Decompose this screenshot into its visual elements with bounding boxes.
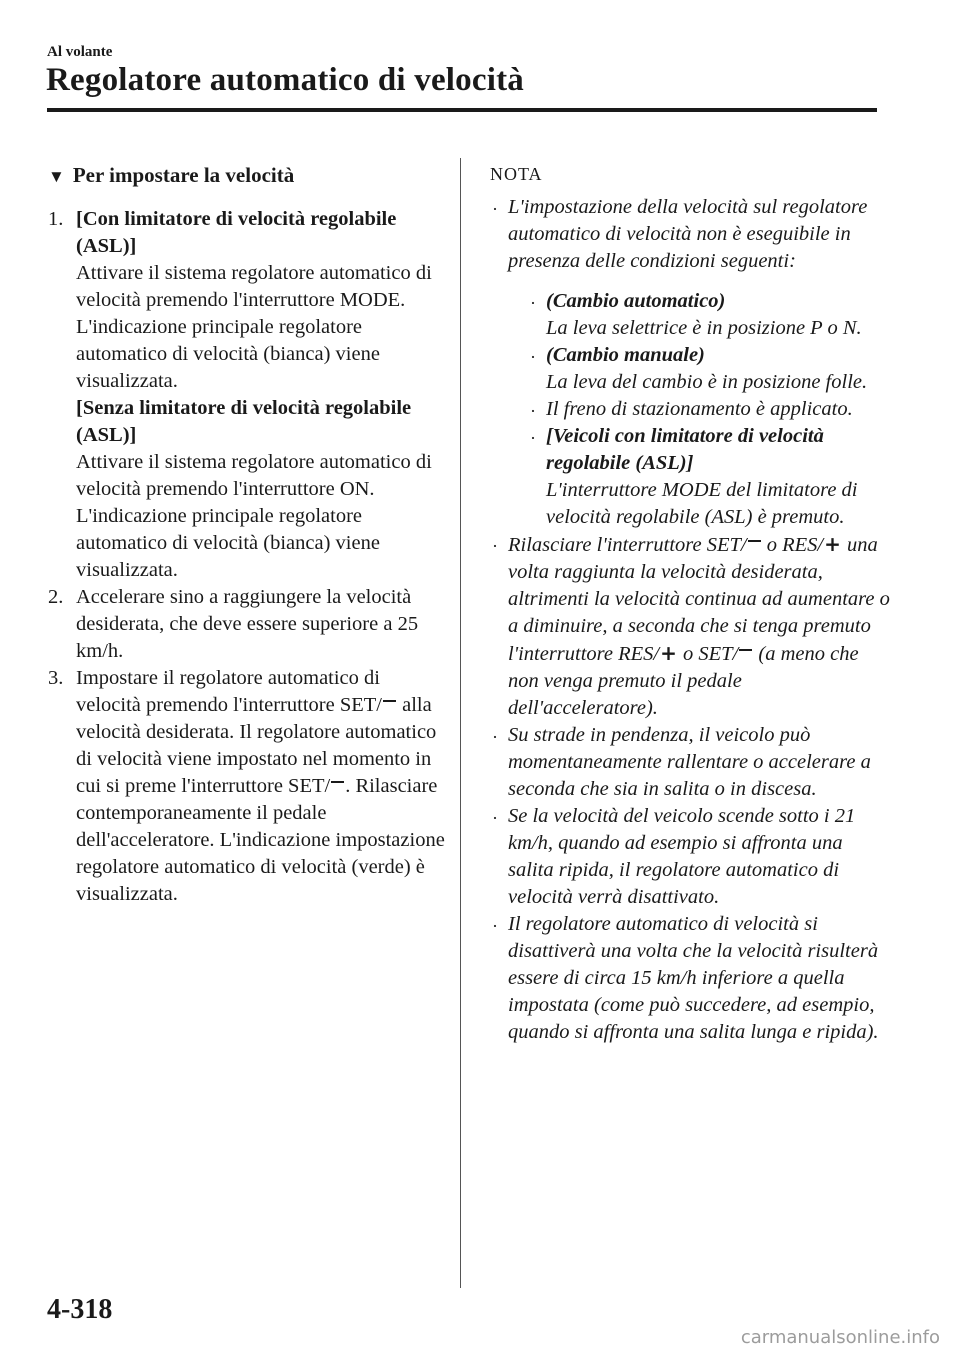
note-sub-text: Il freno di stazionamento è applicato. (546, 398, 853, 420)
bullet-icon: · (530, 428, 536, 448)
note-item-text: o SET/ (677, 643, 739, 665)
note-sub-title: [Veicoli con limitatore di velocità regolabile (ASL)] (546, 425, 824, 474)
note-item (490, 803, 890, 911)
minus-icon (739, 649, 752, 651)
title-rule (47, 108, 877, 112)
step-number: 2. (48, 586, 64, 608)
plus-icon: + (824, 532, 841, 556)
page-number: 4-318 (47, 1294, 113, 1325)
plus-icon: + (660, 641, 677, 665)
section-heading (48, 160, 448, 192)
step-number: 3. (48, 667, 64, 689)
step-1-text-a: Attivare il sistema regolatore automatico di velocità premendo l'interruttore MODE. L'indicazione principale regolatore automatico di velocità (bianca) viene visualizzata. (76, 262, 432, 392)
minus-icon (383, 700, 396, 702)
step-3-text-part: alla velocità desiderata. Il regolatore automatico di velocità viene impostato nel momento in cui si preme l'interruttore SET/ (76, 694, 437, 797)
note-item (490, 911, 890, 1046)
note-item (490, 194, 890, 531)
bullet-icon: · (492, 916, 498, 936)
step-3 (48, 665, 448, 908)
note-sub-item (508, 342, 890, 396)
step-1-text-b: Attivare il sistema regolatore automatico di velocità premendo l'interruttore ON. L'indicazione principale regolatore automatico di velocità (bianca) viene visualizzata. (76, 451, 432, 581)
note-item-text: Il regolatore automatico di velocità si disattiverà una volta che la velocità risulterà essere di circa 15 km/h inferiore a quella impostata (come può succedere, ad esempio, quando si affronta una salita lunga e ripida). (508, 913, 879, 1043)
step-3-text (76, 665, 448, 908)
note-sub-title: (Cambio manuale) (546, 344, 705, 366)
triangle-down-icon: ▼ (48, 167, 65, 186)
bullet-icon: · (530, 347, 536, 367)
note-item-text: una volta raggiunta la velocità desiderata, altrimenti la velocità continua ad aumentare o a diminuire, a seconda che si tenga premuto l'interruttore RES/ (508, 534, 890, 665)
note-item-text: (a meno che non venga premuto il pedale dell'acceleratore). (508, 643, 859, 719)
bullet-icon: · (492, 536, 498, 556)
note-sub-item (508, 396, 890, 423)
note-item-text: Rilasciare l'interruttore SET/ (508, 534, 747, 556)
note-sub-text: La leva selettrice è in posizione P o N. (546, 317, 862, 339)
right-column (490, 160, 890, 1046)
left-column (48, 160, 448, 908)
note-item (490, 531, 890, 722)
step-3-text-part: . Rilasciare contemporaneamente il pedale dell'acceleratore. L'indicazione impostazione regolatore automatico di velocità (verde) è visualizzata. (76, 775, 445, 905)
watermark: carmanualsonline.info (740, 1327, 940, 1348)
step-number: 1. (48, 208, 64, 230)
note-sub-text: La leva del cambio è in posizione folle. (546, 371, 868, 393)
step-3-text-part: Impostare il regolatore automatico di velocità premendo l'interruttore SET/ (76, 667, 382, 716)
note-list (490, 194, 890, 1046)
step-1-condition-b: [Senza limitatore di velocità regolabile (ASL)] (76, 397, 412, 446)
section-label: Al volante (47, 44, 113, 60)
bullet-icon: · (530, 293, 536, 313)
minus-icon (331, 781, 344, 783)
note-item (490, 722, 890, 803)
bullet-icon: · (492, 199, 498, 219)
note-sub-text: L'interruttore MODE del limitatore di velocità regolabile (ASL) è premuto. (546, 479, 858, 528)
note-sub-item (508, 288, 890, 342)
bullet-icon: · (492, 808, 498, 828)
step-1-condition-a: [Con limitatore di velocità regolabile (ASL)] (76, 208, 397, 257)
note-item-text: Su strade in pendenza, il veicolo può momentaneamente rallentare o accelerare a seconda che sia in salita o in discesa. (508, 724, 871, 800)
step-2-text: Accelerare sino a raggiungere la velocità desiderata, che deve essere superiore a 25 km/h. (76, 586, 419, 662)
note-item-text: L'impostazione della velocità sul regolatore automatico di velocità non è eseguibile in presenza delle condizioni seguenti: (508, 196, 868, 272)
step-2 (48, 584, 448, 665)
bullet-icon: · (492, 727, 498, 747)
minus-icon (748, 540, 761, 542)
note-item-text: Se la velocità del veicolo scende sotto i 21 km/h, quando ad esempio si affronta una salita ripida, il regolatore automatico di velocità verrà disattivato. (508, 805, 856, 908)
note-sub-item (508, 423, 890, 531)
step-1 (48, 206, 448, 584)
note-sub-list (508, 288, 890, 531)
note-title: NOTA (490, 164, 543, 184)
column-divider (460, 158, 461, 1288)
note-item-text: o RES/ (761, 534, 824, 556)
note-sub-title: (Cambio automatico) (546, 290, 726, 312)
page-title: Regolatore automatico di velocità (46, 62, 524, 98)
section-heading-text: Per impostare la velocità (72, 163, 295, 187)
bullet-icon: · (530, 401, 536, 421)
